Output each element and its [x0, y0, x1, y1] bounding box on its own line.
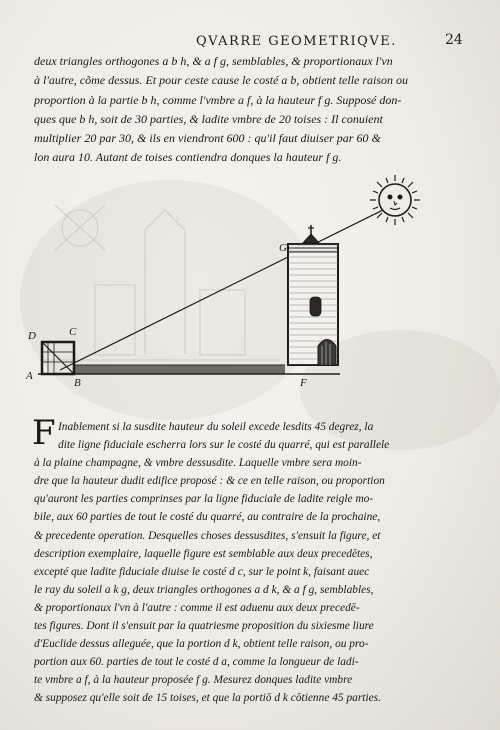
text-line: & precedente operation. Desquelles choses dessusdites, s'ensuit la figure, et [34, 529, 381, 542]
text-line: tes figures. Dont il s'ensuit par la quatriesme proposition du sixiesme liure [34, 620, 374, 633]
text-line: deux triangles orthogones a b h, & a f g, semblables, & proportionaux l'vn [34, 54, 393, 68]
text-line: portion aux 60. parties de tout le costé d a, comme la longueur de ladi- [34, 656, 359, 669]
geometric-figure [0, 170, 500, 395]
text-line: bile, aux 60 parties de tout le costé du quarré, au contraire de la prochaine, [34, 511, 381, 524]
text-line: te vmbre a f, à la hauteur proposée f g. Mesurez donques ladite vmbre [34, 674, 353, 687]
text-line: & supposez qu'elle soit de 15 toises, et que la portiō d k cōtienne 45 parties. [34, 692, 381, 705]
text-line: lon aura 10. Autant de toises contiendra donques la hauteur f g. [34, 150, 342, 165]
running-title: QVARRE GEOMETRIQVE. [196, 34, 397, 49]
label-g: G [279, 242, 287, 254]
text-line: & proportionaux l'vn à l'autre : comme il est aduenu aux deux precedē- [34, 601, 360, 614]
sun-ray-line [60, 204, 395, 370]
text-line: à l'autre, cõme dessus. Et pour ceste cause le costé a b, obtient telle raison ou [34, 73, 409, 88]
text-line: ques que b h, soit de 30 parties, & ladite vmbre de 20 toises : Il conuient [34, 111, 383, 126]
paragraph-top [34, 52, 472, 168]
label-a: A [26, 370, 33, 382]
tower [288, 225, 338, 365]
page-header [0, 34, 500, 54]
text-line: Inablement si la susdite hauteur du soleil excede lesdits 45 degrez, la [58, 421, 374, 433]
text-line: qu'auront les parties comprinses par la ligne fiduciale de ladite reigle mo- [34, 493, 374, 506]
label-b: B [74, 377, 81, 389]
text-line: excepté que ladite fiduciale diuise le costé d c, sur le point k, faisant auec [34, 565, 370, 578]
text-line: proportion à la partie b h, comme l'vmbre a f, à la hauteur f g. Supposé don- [34, 92, 402, 107]
text-line: description exemplaire, laquelle figure est semblable aux deux precedētes, [34, 547, 373, 560]
drop-capital: F [32, 413, 56, 453]
text-line: le ray du soleil a k g, deux triangles orthogones a d k, & a f g, semblables, [34, 583, 374, 596]
ground [38, 365, 340, 374]
text-line: multiplier 20 par 30, & ils en viendront 600 : qu'il faut diuiser par 60 & [34, 131, 381, 146]
text-line: d'Euclide dessus alleguée, que la portion d k, obtient telle raison, ou pro- [34, 638, 369, 651]
paragraph-bottom [32, 413, 474, 708]
page-number: 24 [445, 32, 463, 48]
label-f: F [300, 377, 307, 389]
label-d: D [28, 330, 36, 342]
label-c: C [69, 326, 77, 338]
text-line: dite ligne fiduciale escherra lors sur le costé du quarré, qui est parallele [58, 439, 390, 452]
sun-icon [370, 175, 420, 225]
text-line: à la plaine champagne, & vmbre dessusdite. Laquelle vmbre sera moin- [34, 457, 362, 470]
text-line: dre que la hauteur dudit edifice proposé : & ce en telle raison, ou proportion [34, 475, 385, 488]
geometric-square [42, 342, 74, 374]
